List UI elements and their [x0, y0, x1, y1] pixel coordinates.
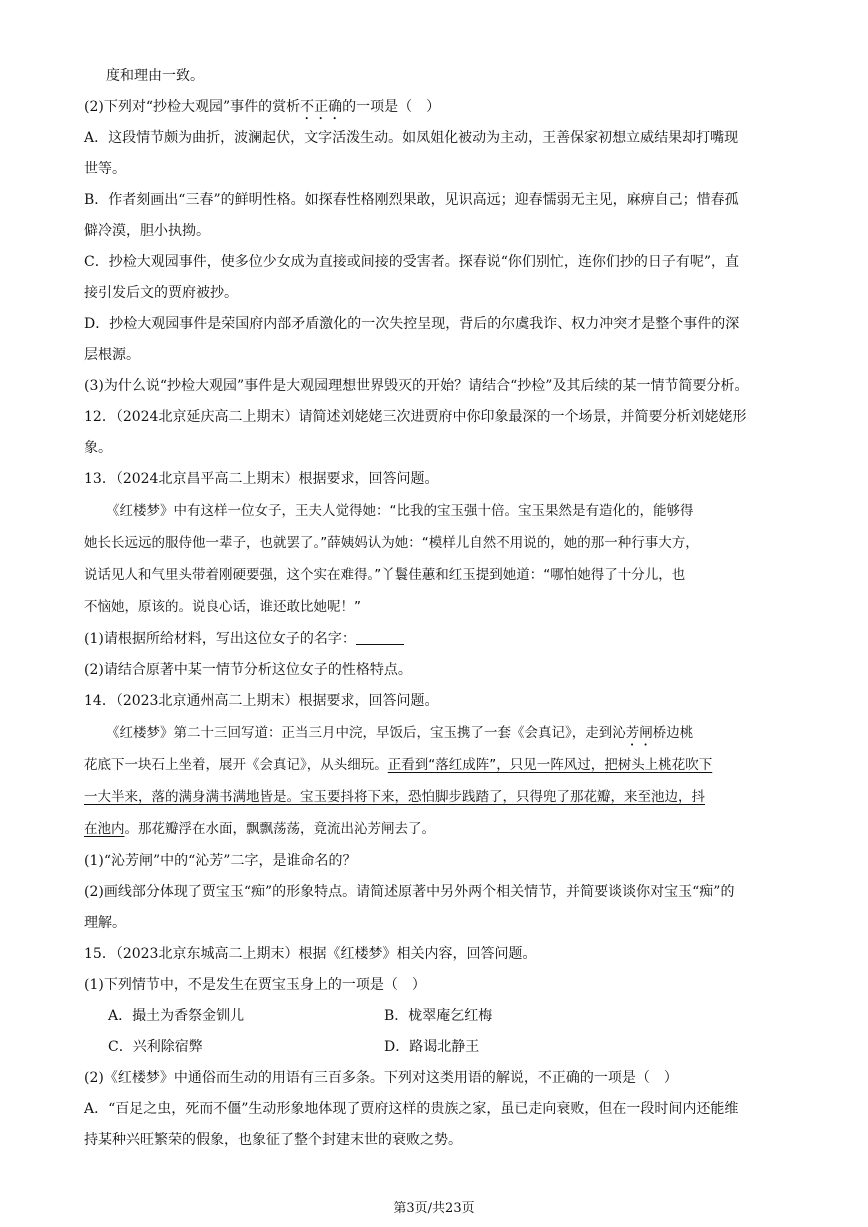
page-number: 第3页/共23页 — [393, 1201, 475, 1216]
passage-line: 《红楼梦》中有这样一位女子，王夫人觉得她：“比我的宝玉强十倍。宝玉果然是有造化的，能够得 — [106, 503, 694, 519]
passage-line: 说话见人和气里头带着刚硬要强，这个实在难得。”丫鬟佳蕙和红玉提到她道：“哪怕她得了十分儿，也 — [84, 567, 686, 583]
question-15-1: (1)下列情节中，不是发生在贾宝玉身上的一项是（ ） — [84, 977, 426, 993]
option-b: B．作者刻画出“三春”的鲜明性格。如探春性格刚烈果敢，见识高远；迎春懦弱无主见，麻痹自己；惜春孤 — [84, 192, 739, 208]
emphasis-text: 不正确 — [300, 99, 343, 115]
option-d: D．路谒北静王 — [384, 1039, 480, 1055]
question-13: 13．（2024北京昌平高二上期末）根据要求，回答问题。 — [84, 471, 439, 487]
text-line: 理解。 — [84, 915, 126, 931]
text-line: 僻冷漠，胆小执拗。 — [84, 223, 210, 239]
question-11-2-stem: (2)下列对“抄检大观园”事件的赏析不正确的一项是（ ） — [84, 99, 441, 115]
passage-line: 在池内。那花瓣浮在水面，飘飘荡荡，竟流出沁芳闸去了。 — [84, 821, 435, 837]
passage-line-underlined: 一大半来，落的满身满书满地皆是。宝玉要抖将下来，恐怕脚步践踏了，只得兜了那花瓣，来至池边，抖 — [84, 789, 705, 805]
passage-line: 花底下一块石上坐着，展开《会真记》，从头细玩。正看到“落红成阵”，只见一阵风过，把树头上桃花吹下 — [84, 757, 713, 773]
passage-line: 不恼她，原该的。说良心话，谁还敢比她呢！” — [84, 599, 361, 615]
text-line: 度和理由一致。 — [106, 68, 204, 84]
question-15-2: (2)《红楼梦》中通俗而生动的用语有三百多条。下列对这类用语的解说，不正确的一项是（ ） — [84, 1070, 678, 1086]
text-line: 持某种兴旺繁荣的假象，也象征了整个封建末世的衰败之势。 — [84, 1132, 462, 1148]
question-13-1: (1)请根据所给材料，写出这位女子的名字： — [84, 629, 784, 649]
option-a: A．“百足之虫，死而不僵”生动形象地体现了贾府这样的贵族之家，虽已走向衰败，但在一段时间内还能维 — [84, 1101, 739, 1117]
option-a: A．这段情节颇为曲折，波澜起伏，文字活泼生动。如凤姐化被动为主动，王善保家初想立威结果却打嘴现 — [84, 130, 739, 146]
option-a: A．撮土为香祭金钏儿 — [108, 1008, 245, 1024]
option-c: C．抄检大观园事件，使多位少女成为直接或间接的受害者。探春说“你们别忙，连你们抄的日子有呢”，直 — [84, 254, 740, 270]
text-line: 世等。 — [84, 161, 126, 177]
option-d: D．抄检大观园事件是荣国府内部矛盾激化的一次失控呈现，背后的尔虞我诈、权力冲突才是整个事件的深 — [84, 316, 740, 332]
answer-blank — [356, 630, 404, 645]
question-11-3: (3)为什么说“抄检大观园”事件是大观园理想世界毁灭的开始？请结合“抄检”及其后续的某一情节简要分析。 — [84, 378, 749, 394]
question-12: 12．（2024北京延庆高二上期末）请简述刘姥姥三次进贾府中你印象最深的一个场景，并简要分析刘姥姥形 — [84, 409, 747, 425]
text-line: 象。 — [84, 440, 112, 456]
emphasis-text: 芳闸 — [625, 725, 653, 741]
question-14-1: (1)“沁芳闸”中的“沁芳”二字，是谁命名的？ — [84, 853, 357, 869]
question-15: 15．（2023北京东城高二上期末）根据《红楼梦》相关内容，回答问题。 — [84, 946, 537, 962]
passage-line: 《红楼梦》第二十三回写道：正当三月中浣，早饭后，宝玉携了一套《会真记》，走到沁芳闸桥边桃 — [106, 725, 694, 741]
question-14-2: (2)画线部分体现了贾宝玉“痴”的形象特点。请简述原著中另外两个相关情节，并简要谈谈你对宝玉“痴”的 — [84, 884, 735, 900]
underlined-text: 在池内 — [84, 821, 125, 837]
question-13-2: (2)请结合原著中某一情节分析这位女子的性格特点。 — [84, 662, 412, 678]
text-line: 接引发后文的贾府被抄。 — [84, 285, 238, 301]
option-c: C．兴利除宿弊 — [108, 1039, 203, 1055]
question-14: 14．（2023北京通州高二上期末）根据要求，回答问题。 — [84, 693, 439, 709]
option-b: B．栊翠庵乞红梅 — [384, 1008, 493, 1024]
underlined-text: 正看到“落红成阵”，只见一阵风过，把树头上桃花吹下 — [387, 757, 713, 773]
text-line: 层根源。 — [84, 347, 140, 363]
passage-line: 她长长远远的服侍他一辈子，也就罢了。”薛姨妈认为她：“模样儿自然不用说的，她的那一种行事大方， — [84, 535, 699, 551]
